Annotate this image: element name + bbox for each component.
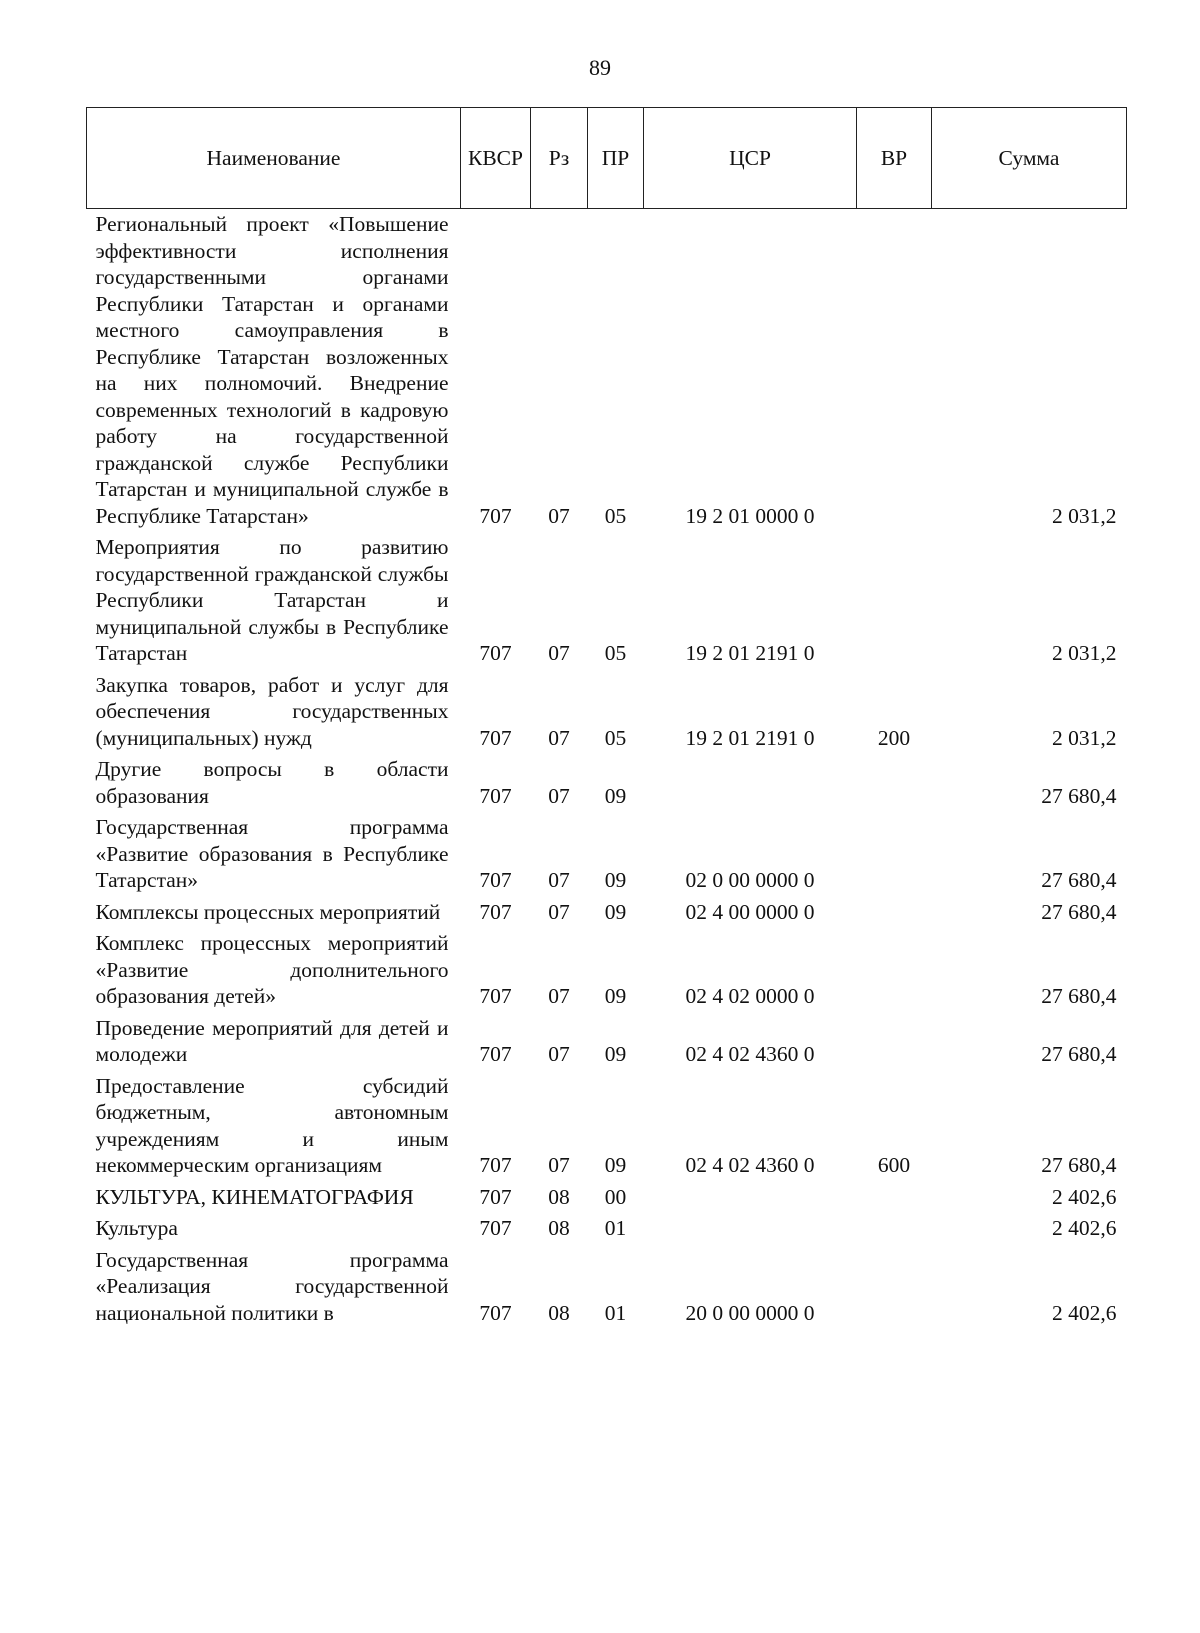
row-kvsr: 707 — [479, 899, 512, 924]
table-row — [87, 209, 1127, 535]
row-sum: 2 031,2 — [1052, 503, 1117, 528]
row-name: Закупка товаров, работ и услуг для обеспечения государственных (муниципальных) нужд — [95, 672, 449, 750]
row-name: Государственная программа «Развитие образования в Республике Татарстан» — [95, 815, 449, 892]
row-pr: 01 — [604, 1216, 627, 1240]
row-sum: 2 402,6 — [1052, 1300, 1117, 1325]
row-kvsr: 707 — [479, 783, 512, 808]
row-csr: 02 4 02 4360 0 — [685, 1042, 815, 1066]
row-vr — [857, 899, 932, 931]
row-rz: 07 — [548, 899, 570, 924]
row-vr — [857, 534, 932, 672]
row-kvsr: 707 — [479, 984, 512, 1008]
row-name: Предоставление субсидий бюджетным, автономным учреждениям и иным некоммерческим организациям — [95, 1073, 449, 1177]
row-csr: 19 2 01 0000 0 — [685, 503, 815, 528]
row-csr: 20 0 00 0000 0 — [685, 1300, 815, 1325]
row-sum: 2 031,2 — [1052, 725, 1117, 750]
row-csr: 02 4 02 4360 0 — [685, 1153, 815, 1177]
row-name: КУЛЬТУРА, КИНЕМАТОГРАФИЯ — [95, 1184, 414, 1209]
row-name: Мероприятия по развитию государственной гражданской службы Республики Татарстан и муниципальной службы в Республике Татарстан — [95, 535, 449, 665]
row-kvsr: 707 — [479, 1300, 512, 1325]
row-sum: 2 031,2 — [1052, 641, 1117, 665]
row-name: Государственная программа «Реализация государственной национальной политики в — [95, 1247, 449, 1325]
table-row — [87, 930, 1127, 1015]
row-vr: 600 — [877, 1153, 911, 1177]
row-vr — [857, 930, 932, 1015]
row-kvsr: 707 — [479, 868, 512, 892]
row-pr: 05 — [604, 503, 627, 528]
row-rz: 07 — [548, 984, 570, 1008]
table-row — [87, 1184, 1127, 1216]
table-row — [87, 672, 1127, 757]
row-csr: 02 4 00 0000 0 — [685, 899, 815, 924]
row-name: Комплекс процессных мероприятий «Развитие дополнительного образования детей» — [95, 931, 449, 1008]
row-rz: 07 — [548, 783, 570, 808]
row-pr: 09 — [604, 868, 627, 892]
row-name: Проведение мероприятий для детей и молодежи — [95, 1015, 449, 1066]
row-sum: 27 680,4 — [1041, 868, 1117, 892]
row-csr — [644, 1184, 857, 1216]
row-name: Культура — [95, 1216, 178, 1240]
row-kvsr: 707 — [479, 1216, 512, 1240]
row-kvsr: 707 — [479, 1153, 512, 1177]
row-rz: 07 — [548, 503, 570, 528]
row-vr — [857, 1184, 932, 1216]
row-vr — [857, 209, 932, 535]
header-csr: ЦСР — [644, 108, 857, 209]
row-kvsr: 707 — [479, 725, 512, 750]
header-sum: Сумма — [932, 108, 1127, 209]
row-pr: 01 — [604, 1300, 627, 1325]
row-rz: 07 — [548, 641, 570, 665]
row-rz: 08 — [548, 1216, 570, 1240]
row-name: Региональный проект «Повышение эффективности исполнения государственными органами Республики Татарстан и органами местного самоуправления в Республике Татарстан возложенных на них полномочий. Внедрение современных технологий в кадровую работу на государственной гражданской службе Республики Татарстан и муниципальной службе в Республике Татарстан» — [95, 212, 449, 528]
row-pr: 09 — [604, 984, 627, 1008]
table-row — [87, 1247, 1127, 1332]
table-header-row — [87, 108, 1127, 209]
table-row — [87, 814, 1127, 899]
row-vr — [857, 1015, 932, 1073]
row-rz: 08 — [548, 1184, 570, 1209]
row-sum: 2 402,6 — [1052, 1184, 1117, 1209]
row-pr: 09 — [604, 1042, 627, 1066]
page-number: 89 — [589, 55, 611, 80]
header-vr: ВР — [857, 108, 932, 209]
row-vr — [857, 756, 932, 814]
row-vr — [857, 1247, 932, 1332]
row-pr: 00 — [604, 1184, 627, 1209]
row-sum: 2 402,6 — [1052, 1216, 1117, 1240]
row-sum: 27 680,4 — [1041, 1042, 1117, 1066]
row-pr: 09 — [604, 899, 627, 924]
row-kvsr: 707 — [479, 641, 512, 665]
row-sum: 27 680,4 — [1041, 984, 1117, 1008]
table-row — [87, 756, 1127, 814]
header-kvsr: КВСР — [461, 108, 531, 209]
row-csr — [644, 756, 857, 814]
row-kvsr: 707 — [479, 1184, 512, 1209]
table-row — [87, 899, 1127, 931]
row-pr: 09 — [604, 783, 627, 808]
row-csr — [644, 1215, 857, 1247]
row-csr: 19 2 01 2191 0 — [685, 725, 815, 750]
table-row — [87, 1015, 1127, 1073]
row-vr — [857, 1215, 932, 1247]
header-rz: Рз — [531, 108, 588, 209]
row-pr: 09 — [604, 1153, 627, 1177]
row-sum: 27 680,4 — [1041, 783, 1117, 808]
row-pr: 05 — [604, 725, 627, 750]
row-csr: 02 0 00 0000 0 — [685, 868, 815, 892]
header-name: Наименование — [87, 108, 461, 209]
table-row — [87, 534, 1127, 672]
budget-table — [86, 107, 1127, 1331]
row-csr: 02 4 02 0000 0 — [685, 984, 815, 1008]
table-row — [87, 1073, 1127, 1184]
header-pr: ПР — [588, 108, 644, 209]
row-csr: 19 2 01 2191 0 — [685, 641, 815, 665]
row-rz: 07 — [548, 868, 570, 892]
row-sum: 27 680,4 — [1041, 1153, 1117, 1177]
row-pr: 05 — [604, 641, 627, 665]
row-vr — [857, 814, 932, 899]
row-rz: 07 — [548, 725, 570, 750]
row-sum: 27 680,4 — [1041, 899, 1117, 924]
row-kvsr: 707 — [479, 1042, 512, 1066]
row-vr: 200 — [877, 725, 911, 750]
row-name: Комплексы процессных мероприятий — [95, 899, 441, 924]
row-name: Другие вопросы в области образования — [95, 757, 449, 808]
row-kvsr: 707 — [479, 503, 512, 528]
table-row — [87, 1215, 1127, 1247]
row-rz: 08 — [548, 1300, 570, 1325]
row-rz: 07 — [548, 1042, 570, 1066]
row-rz: 07 — [548, 1153, 570, 1177]
